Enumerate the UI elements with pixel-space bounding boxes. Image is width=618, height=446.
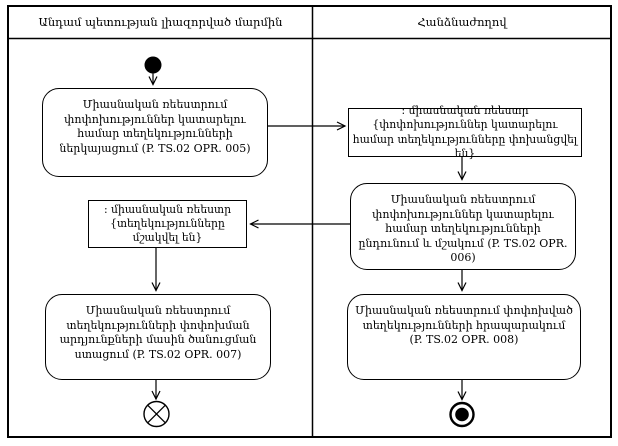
activity-submit-information-opr-005: Միասնական ռեեստրում փոփոխություններ կատարելու համար տեղեկությունների ներկայացում (P. TS.02 OPR. 005) (42, 88, 268, 177)
lane-header-commission: Հանձնաժողով (417, 14, 507, 29)
initial-node-icon (145, 57, 162, 74)
activity-receive-notification-opr-007: Միասնական ռեեստրում տեղեկությունների փոփոխման արդյունքների մասին ծանուցման ստացում (P. TS.02 OPR. 007) (45, 294, 271, 380)
object-node-registry-information-transferred: : միասնական ռեեստր {փոփոխություններ կատարելու համար տեղեկությունները փոխանցվել են} (348, 108, 582, 157)
lane-header-authorized-body: Անդամ պետության լիազորված մարմին (38, 14, 283, 29)
activity-receive-process-information-opr-006: Միասնական ռեեստրում փոփոխություններ կատարելու համար տեղեկությունների ընդունում և մշակում (P. TS.02 OPR. 006) (350, 183, 576, 270)
flow-final-node-icon (144, 402, 169, 427)
activity-final-node-icon (451, 403, 474, 426)
object-node-registry-information-processed: : միասնական ռեեստր {տեղեկությունները մշակվել են} (88, 200, 247, 248)
activity-publish-changed-information-opr-008: Միասնական ռեեստրում փոփոխված տեղեկությունների հրապարակում (P. TS.02 OPR. 008) (347, 294, 581, 380)
